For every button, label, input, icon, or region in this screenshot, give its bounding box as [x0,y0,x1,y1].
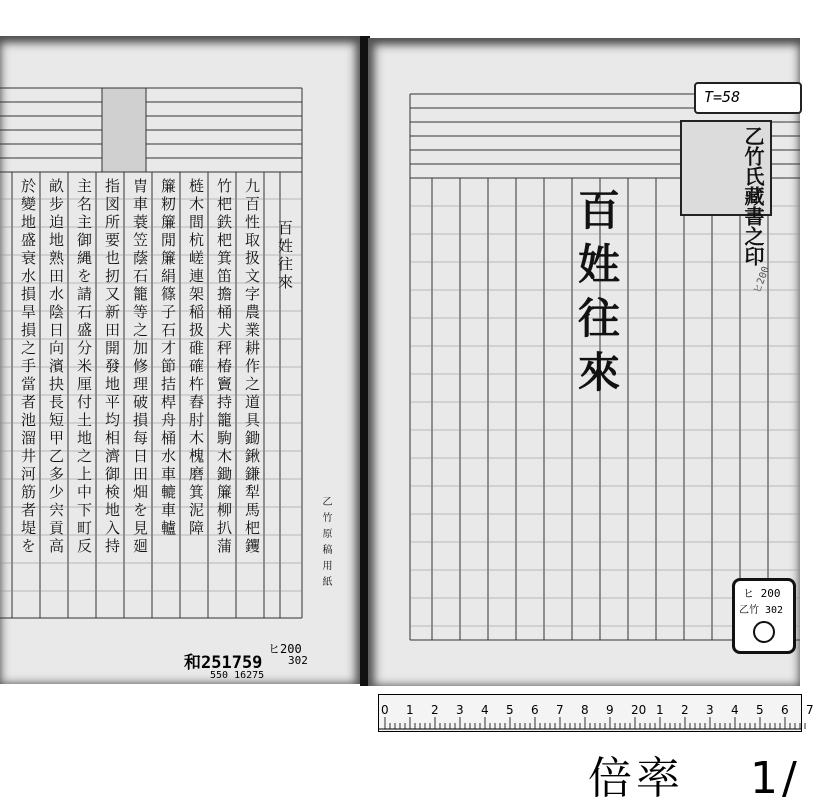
ruler-number: 5 [506,703,514,717]
text-column-4: 簾籾簾閒簾絹篠子石才節拮桿舟桶水車轆車轤 [159,178,177,538]
handwritten-note-302: 302 [288,654,308,667]
ruler-number: 4 [731,703,739,717]
text-column-1: 九百性取扱文字農業耕作之道具鋤鍬鎌犁馬杷钁 [243,178,261,556]
ruler-number: 0 [381,703,389,717]
magnification-value: 1/ [750,753,801,804]
ruler-number: 6 [781,703,789,717]
library-stamp [732,578,796,654]
handwritten-note-hi200: ヒ200 [268,642,302,656]
label-tag [694,82,802,114]
ruler-number: 3 [706,703,714,717]
text-column-9: 於變地盛衰水損旱損之手當者池溜井河筋者堤を [19,178,37,556]
text-column-8: 畝步迫地熟田水陰日向濱抉長短甲乙多少宍貢高 [47,178,65,556]
text-column-5: 胄車蓑笠蔭石籠等之加修理破損每日田畑を見廻 [131,178,149,556]
right-manuscript-page [368,38,800,686]
ruler-number: 7 [806,703,814,717]
ruler-number: 6 [531,703,539,717]
book-title: 百姓往來 [572,188,621,404]
ruler-number: 1 [656,703,664,717]
handwritten-note-number: 550 16275 [210,670,265,681]
text-column-2: 竹杷鉄杷箕笛擔桶犬秤椿竇持籠駒木鋤簾柳扒蒲 [215,178,233,556]
left-manuscript-page [0,36,362,684]
ruler-number: 4 [481,703,489,717]
text-column-6: 指図所要也扨又新田開發地平均相濟御検地入持 [103,178,121,556]
ruler-number: 2 [431,703,439,717]
collector-seal-text: 乙竹氏藏書之印 [741,126,765,266]
ruler-number: 7 [556,703,564,717]
label-tag-text: T=58 [704,88,741,106]
magnification-text: 倍率 [588,753,684,804]
collector-seal [680,120,772,266]
library-stamp-line2: 乙竹 302 [739,605,784,616]
paper-brand-mark: 乙竹原稿用紙 [320,496,331,592]
left-page-title: 百姓往來 [276,220,294,292]
ruler-number: 5 [756,703,764,717]
text-column-7: 主名主御縄を請石盛分米厘付土地之上中下町反 [75,178,93,556]
measurement-ruler [378,694,814,732]
magnification-label [588,742,801,806]
ruler-number: 2 [681,703,689,717]
ruler-number: 3 [456,703,464,717]
ruler-number: 8 [581,703,589,717]
ruler-number: 1 [406,703,414,717]
library-stamp-circle [753,621,775,643]
pencil-note: ヒ200 [751,265,772,296]
text-column-3: 梿木間杭嵯連架稲扱碓確杵舂肘木槐磨箕泥障 [187,178,205,538]
catalog-number: 和251759 [184,653,263,673]
ruler-number: 9 [606,703,614,717]
library-stamp-line1: ヒ 200 [743,587,781,600]
ruler-number: 20 [631,703,647,717]
